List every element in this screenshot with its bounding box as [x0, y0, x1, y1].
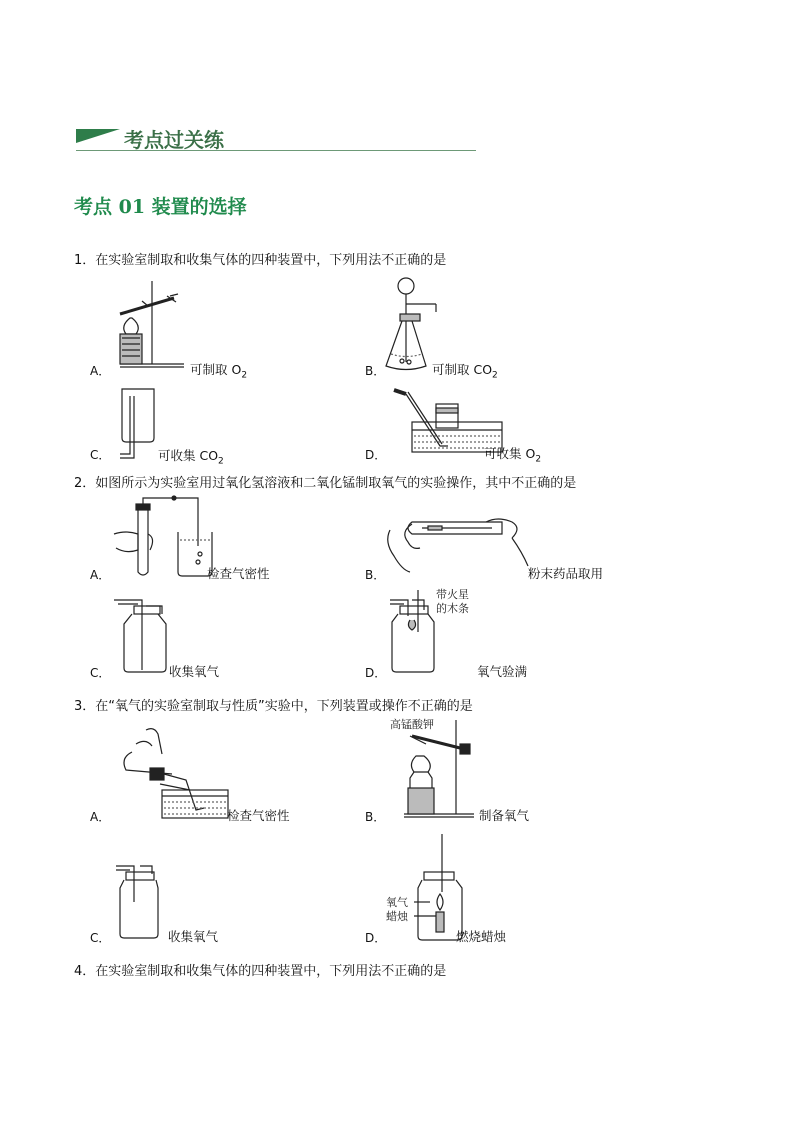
q1-option-d-caption: 可收集 $O_2$ [484, 446, 542, 465]
topic-title: 考点 01 装置的选择 [74, 196, 247, 218]
question-1-stem: 1．在实验室制取和收集气体的四种装置中，下列用法不正确的是 [74, 253, 447, 268]
question-4-stem: 4．在实验室制取和收集气体的四种装置中，下列用法不正确的是 [74, 964, 447, 979]
q3-option-d-caption: 燃烧蜡烛 [456, 929, 507, 944]
q3-d-label-1: 氧气 [386, 896, 408, 909]
q1-option-c-letter: C． [90, 448, 111, 462]
q3-a-figure [110, 724, 230, 820]
q3-option-a-letter: A． [90, 810, 111, 824]
q2-option-b-letter: B． [365, 568, 386, 582]
q2-d-figure [386, 586, 486, 676]
question-2-stem: 2．如图所示为实验室用过氧化氢溶液和二氧化锰制取氧气的实验操作，其中不正确的是 [74, 476, 577, 491]
q1-option-c-caption: 可收集 $CO_2$ [158, 448, 224, 467]
q2-b-figure [382, 512, 532, 582]
q1-option-b-letter: B． [365, 364, 386, 378]
q1-a-figure [112, 276, 192, 371]
q1-c-figure [112, 384, 162, 464]
q2-c-figure [112, 596, 172, 676]
q2-option-d-letter: D． [365, 666, 387, 680]
q3-option-c-letter: C． [90, 931, 111, 945]
q2-option-a-caption: 检查气密性 [207, 566, 270, 581]
q1-option-a-letter: A． [90, 364, 111, 378]
q3-c-figure [112, 858, 172, 942]
q3-d-figure [386, 832, 486, 942]
question-3-stem: 3．在“氧气的实验室制取与性质”实验中，下列装置或操作不正确的是 [74, 699, 473, 714]
q1-option-a-caption: 可制取 $O_2$ [190, 362, 248, 381]
q2-option-a-letter: A． [90, 568, 111, 582]
q3-d-label-2: 蜡烛 [386, 910, 408, 923]
q2-option-c-caption: 收集氧气 [169, 664, 220, 679]
q3-option-a-caption: 检查气密性 [227, 808, 290, 823]
section-marker-icon [76, 129, 120, 143]
q2-option-d-caption: 氧气验满 [477, 664, 528, 679]
q2-option-b-caption: 粉末药品取用 [528, 566, 604, 581]
q2-a-figure [112, 494, 212, 580]
q3-option-b-caption: 制备氧气 [479, 808, 530, 823]
q3-option-c-caption: 收集氧气 [168, 929, 219, 944]
q2-option-c-letter: C． [90, 666, 111, 680]
section-header [76, 126, 476, 152]
q3-b-figure [390, 716, 490, 824]
q2-d-label-1: 带火星 [436, 588, 469, 601]
q1-option-b-caption: 可制取 $CO_2$ [432, 362, 498, 381]
q3-option-d-letter: D． [365, 931, 387, 945]
q3-b-label: 高锰酸钾 [390, 718, 434, 731]
q3-option-b-letter: B． [365, 810, 386, 824]
q2-d-label-2: 的木条 [436, 602, 469, 615]
section-title: 考点过关练 [124, 128, 224, 152]
section-rule [76, 150, 476, 151]
q1-option-d-letter: D． [365, 448, 387, 462]
